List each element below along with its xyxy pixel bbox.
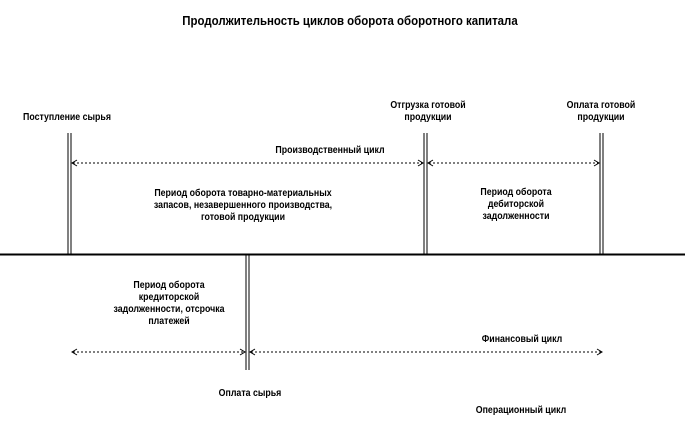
label-payment-finished-line2: продукции xyxy=(577,112,625,123)
label-receivables-period-line2: дебиторской xyxy=(487,199,545,210)
payables-period-arrow xyxy=(72,349,245,355)
financial-cycle-arrow xyxy=(250,349,602,355)
label-shipment-line1: Отгрузка готовой xyxy=(390,100,466,111)
label-receivables-period-line3: задолженности xyxy=(482,211,550,222)
label-inventory-period-line2: запасов, незавершенного производства, xyxy=(153,200,333,211)
label-receivables-period-line1: Период оборота xyxy=(480,187,552,198)
label-payables-period-line2: кредиторской xyxy=(138,292,200,303)
marker-payment-finished xyxy=(600,133,603,254)
label-receivables-period xyxy=(461,187,570,223)
marker-raw-payment xyxy=(246,254,249,370)
label-production-cycle: Производственный цикл xyxy=(275,145,385,156)
label-inventory-period xyxy=(135,188,351,224)
label-raw-payment: Оплата сырья xyxy=(218,388,282,399)
marker-shipment xyxy=(424,133,427,254)
label-inventory-period-line3: готовой продукции xyxy=(201,212,285,223)
receivables-period-arrow xyxy=(428,160,599,166)
label-payables-period-line1: Период оборота xyxy=(133,280,205,291)
label-shipment-line2: продукции xyxy=(404,112,452,123)
label-payables-period-line4: платежей xyxy=(148,316,190,327)
production-cycle-arrow xyxy=(72,160,423,166)
label-raw-receipt: Поступление сырья xyxy=(23,112,111,123)
diagram-title: Продолжительность циклов оборота оборотного капитала xyxy=(182,13,518,28)
label-payables-period xyxy=(103,280,235,328)
label-payment-finished xyxy=(547,100,654,124)
label-operating-cycle: Операционный цикл xyxy=(475,405,567,416)
label-inventory-period-line1: Период оборота товарно-материальных xyxy=(154,188,332,199)
label-financial-cycle: Финансовый цикл xyxy=(481,334,563,345)
label-payment-finished-line1: Оплата готовой xyxy=(566,100,636,111)
label-shipment xyxy=(370,100,486,124)
marker-raw-receipt xyxy=(68,133,71,254)
label-payables-period-line3: задолженности, отсрочка xyxy=(113,304,225,315)
